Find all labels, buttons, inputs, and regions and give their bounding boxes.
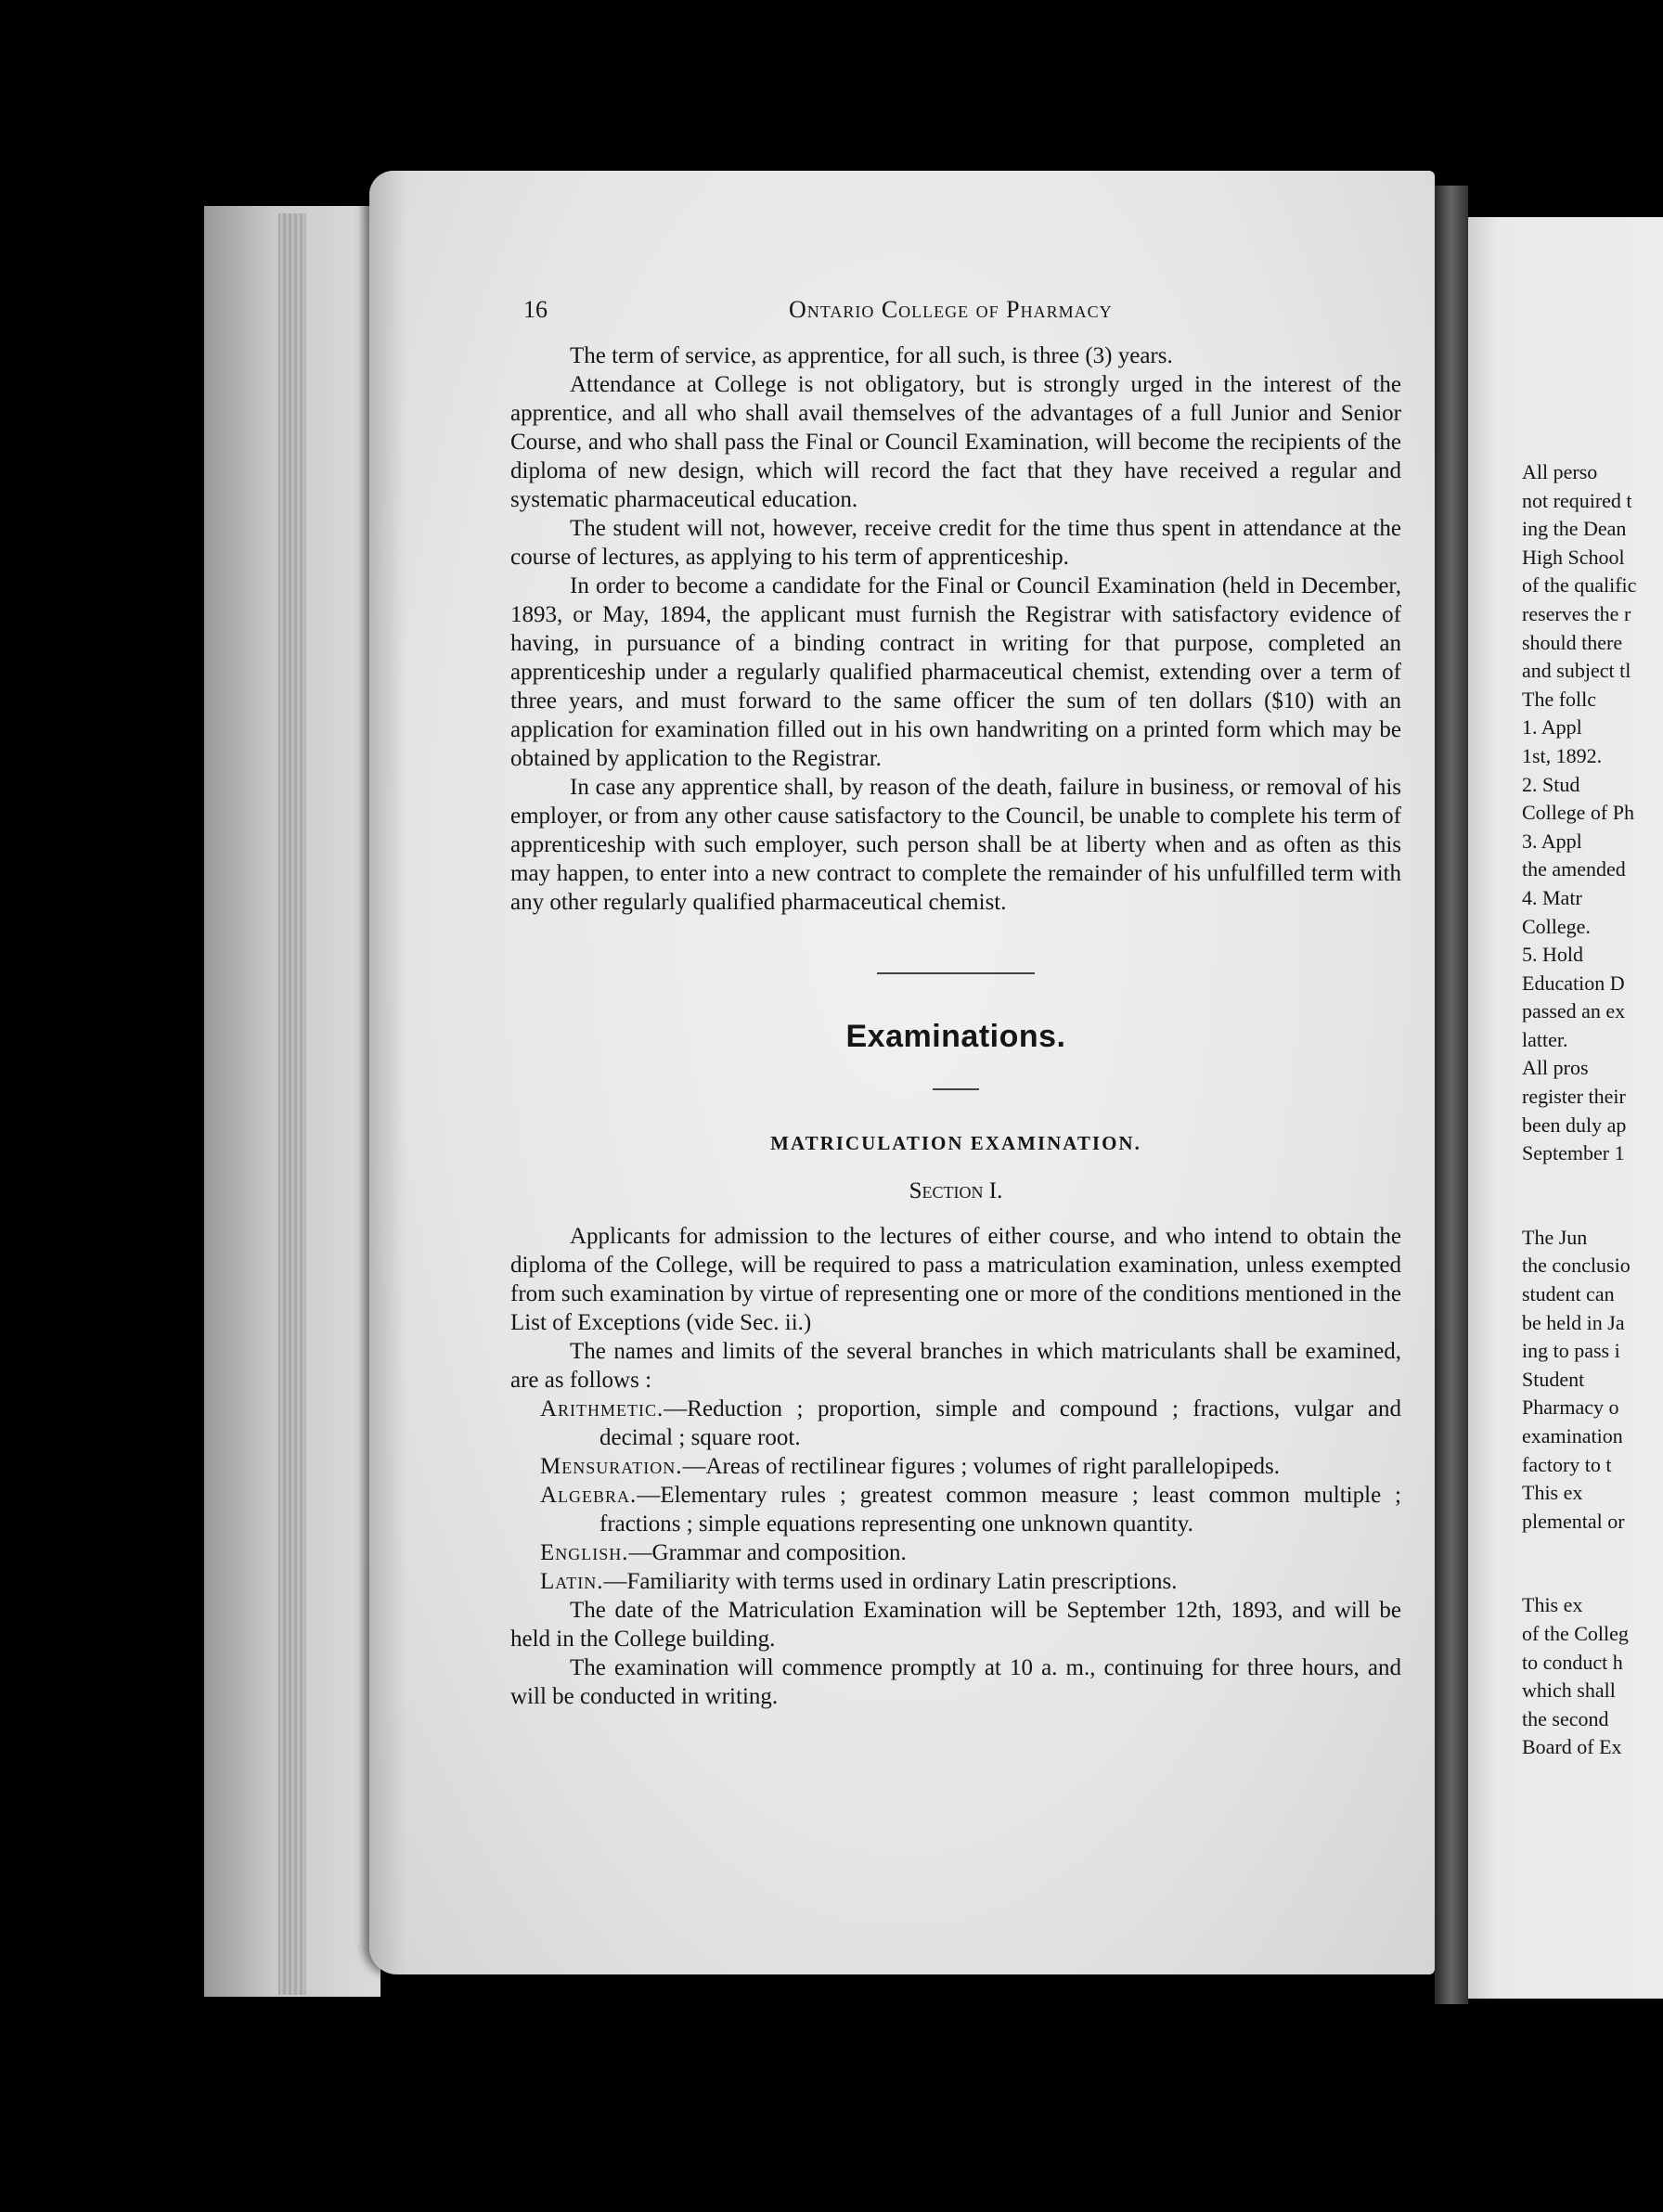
adjacent-line: and subject tl bbox=[1522, 659, 1631, 683]
adjacent-line: of the Colleg bbox=[1522, 1621, 1629, 1645]
adjacent-line: been duly ap bbox=[1522, 1112, 1627, 1137]
adjacent-line: High School bbox=[1522, 545, 1625, 569]
adjacent-line: Student bbox=[1522, 1367, 1585, 1391]
adjacent-line: which shall bbox=[1522, 1678, 1616, 1703]
running-title: Ontario College of Pharmacy bbox=[789, 296, 1113, 323]
subject-text: —Grammar and composition. bbox=[628, 1540, 907, 1565]
paragraph: The names and limits of the several branches in which matriculants shall be examined, are as follows : bbox=[510, 1339, 1401, 1393]
adjacent-line: The follc bbox=[1522, 687, 1597, 711]
paragraph: In order to become a candidate for the Final or Council Examination (held in December, 1893, or May, 1894, the applicant must furnish the Registrar with satisfactory evidence of having, in pursuance of a binding contract in writing for that purpose, completed an apprenticeship under a regularly qualified pharmaceutical chemist, extending over a term of three years, and must forward to the same officer the sum of ten dollars ($10) with an application for examination filled out in his own handwriting on a printed form which may be obtained by application to the Registrar. bbox=[510, 573, 1401, 771]
page-number: 16 bbox=[523, 296, 548, 323]
adjacent-line: should there bbox=[1522, 630, 1623, 654]
subject-name: English. bbox=[540, 1540, 629, 1565]
subject-item bbox=[510, 1538, 1401, 1567]
heading-divider bbox=[933, 1088, 979, 1090]
subheading: MATRICULATION EXAMINATION. bbox=[770, 1132, 1141, 1154]
adjacent-line: Board of Ex bbox=[1522, 1735, 1622, 1759]
adjacent-line: be held in Ja bbox=[1522, 1310, 1625, 1334]
adjacent-line: ing the Dean bbox=[1522, 517, 1627, 541]
paragraph: In case any apprentice shall, by reason of the death, failure in business, or removal of his employer, or from any other cause satisfactory to the Council, be unable to complete his term of apprenticeship with such employer, such person shall be at liberty when and as often as this may happen, to enter into a new contract to complete the remainder of his unfulfilled term with any other regularly qualified pharmaceutical chemist. bbox=[510, 775, 1401, 915]
subject-text: —Elementary rules ; greatest common measure ; least common multiple ; fractions ; simple equations representing one unknown quantity. bbox=[599, 1483, 1401, 1537]
adjacent-line: passed an ex bbox=[1522, 999, 1626, 1023]
adjacent-line: 1. Appl bbox=[1522, 715, 1582, 739]
adjacent-line: This ex bbox=[1522, 1481, 1583, 1505]
book-gutter bbox=[1435, 186, 1468, 2004]
paragraph: The date of the Matriculation Examination will be September 12th, 1893, and will be held in the College building. bbox=[510, 1598, 1401, 1652]
subject-item bbox=[510, 1452, 1401, 1481]
adjacent-line: Education D bbox=[1522, 971, 1625, 995]
adjacent-line: College of Ph bbox=[1522, 801, 1634, 825]
section-divider bbox=[877, 972, 1035, 974]
adjacent-line: ing to pass i bbox=[1522, 1339, 1620, 1363]
adjacent-line: of the qualific bbox=[1522, 573, 1637, 598]
adjacent-line: latter. bbox=[1522, 1027, 1568, 1051]
adjacent-gap bbox=[1522, 1168, 1663, 1224]
subject-text: —Familiarity with terms used in ordinary Latin prescriptions. bbox=[603, 1569, 1178, 1594]
subject-item bbox=[510, 1567, 1401, 1596]
adjacent-line: All pros bbox=[1522, 1056, 1589, 1080]
adjacent-line: 5. Hold bbox=[1522, 943, 1583, 967]
subject-item bbox=[510, 1481, 1401, 1538]
adjacent-line: 1st, 1892. bbox=[1522, 743, 1603, 767]
section-label: Section I. bbox=[909, 1178, 1003, 1203]
paragraph: The term of service, as apprentice, for all such, is three (3) years. bbox=[570, 343, 1173, 368]
adjacent-line: September 1 bbox=[1522, 1141, 1625, 1165]
subject-name: Mensuration. bbox=[540, 1454, 683, 1479]
adjacent-line: reserves the r bbox=[1522, 601, 1631, 625]
paragraph: The student will not, however, receive credit for the time thus spent in attendance at the course of lectures, as applying to his term of apprenticeship. bbox=[510, 516, 1401, 570]
page-fold-shadow bbox=[369, 171, 406, 1974]
adjacent-line: the second bbox=[1522, 1706, 1609, 1730]
adjacent-line: examination bbox=[1522, 1424, 1623, 1447]
subject-name: Algebra. bbox=[540, 1483, 638, 1508]
subject-text: —Areas of rectilinear figures ; volumes of right parallelopipeds. bbox=[682, 1454, 1281, 1479]
section-heading: Examinations. bbox=[845, 1019, 1066, 1054]
subject-text: —Reduction ; proportion, simple and compound ; fractions, vulgar and decimal ; square root. bbox=[599, 1396, 1401, 1450]
adjacent-line: 4. Matr bbox=[1522, 885, 1582, 909]
page-content bbox=[510, 295, 1401, 1711]
adjacent-line: student can bbox=[1522, 1282, 1615, 1306]
adjacent-line: factory to t bbox=[1522, 1452, 1612, 1476]
paragraph: Attendance at College is not obligatory, but is strongly urged in the interest of the apprentice, and all who shall avail themselves of the advantages of a full Junior and Senior Course, and who shall pass the Final or Council Examination, will become the recipients of the diploma of new design, which will record the fact that they have received a regular and systematic pharmaceutical education. bbox=[510, 372, 1401, 512]
paragraph: Applicants for admission to the lectures of either course, and who intend to obtain the diploma of the College, will be required to pass a matriculation examination, unless exempted from such examination by virtue of representing one or more of the conditions mentioned in the List of Exceptions (vide Sec. ii.) bbox=[510, 1224, 1401, 1335]
adjacent-line: Pharmacy o bbox=[1522, 1395, 1619, 1420]
adjacent-line: register their bbox=[1522, 1085, 1626, 1109]
running-head bbox=[510, 295, 1401, 332]
adjacent-line: the amended bbox=[1522, 857, 1626, 881]
adjacent-line: The Jun bbox=[1522, 1225, 1588, 1249]
adjacent-page-text bbox=[1522, 458, 1663, 1762]
subject-name: Arithmetic. bbox=[540, 1396, 664, 1421]
adjacent-line: College. bbox=[1522, 914, 1591, 938]
adjacent-line: the conclusio bbox=[1522, 1254, 1631, 1278]
subject-name: Latin. bbox=[540, 1569, 604, 1594]
subject-item bbox=[510, 1395, 1401, 1452]
adjacent-line: All perso bbox=[1522, 460, 1598, 483]
adjacent-line: plemental or bbox=[1522, 1509, 1625, 1533]
adjacent-line: 2. Stud bbox=[1522, 772, 1580, 796]
adjacent-line: to conduct h bbox=[1522, 1650, 1623, 1674]
adjacent-line: 3. Appl bbox=[1522, 829, 1582, 853]
adjacent-line: This ex bbox=[1522, 1593, 1583, 1617]
adjacent-gap bbox=[1522, 1536, 1663, 1591]
adjacent-line: not required t bbox=[1522, 488, 1632, 512]
page-stack-edge bbox=[278, 213, 306, 1995]
paragraph: The examination will commence promptly at 10 a. m., continuing for three hours, and will be conducted in writing. bbox=[510, 1655, 1401, 1709]
